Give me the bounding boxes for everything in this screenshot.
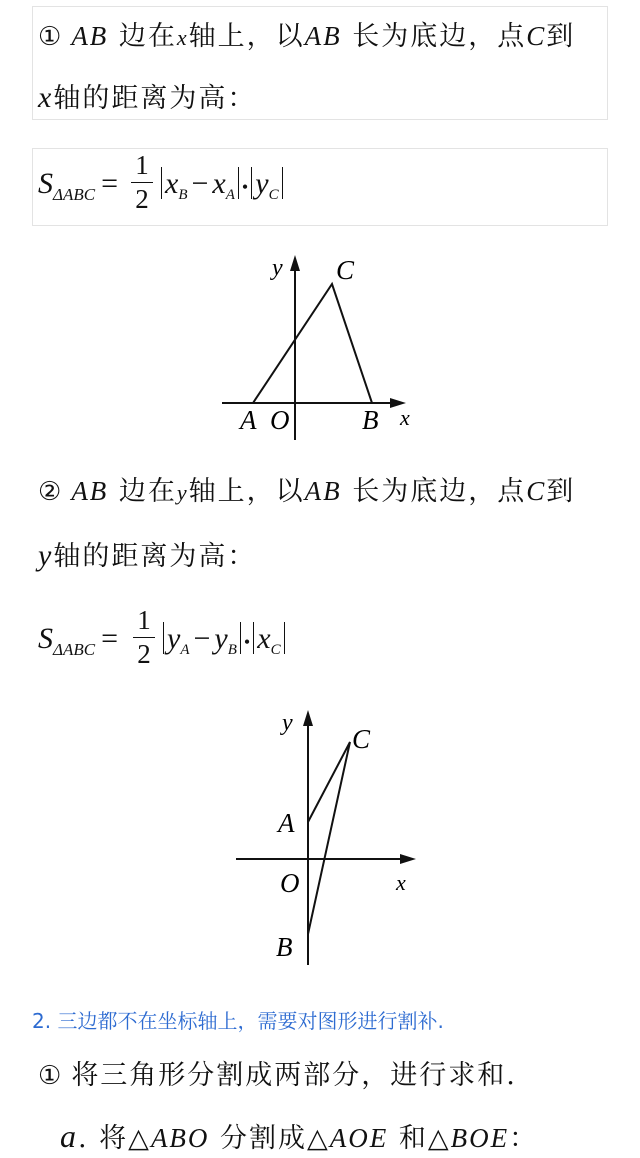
figure2-y-arrow <box>303 710 313 726</box>
method1a-line: a. 将△ABO 分割成△AOE 和△BOE： <box>60 1118 539 1154</box>
method1-number: ① <box>38 1061 64 1091</box>
case1-line1: ① AB 边在x轴上，以AB 长为底边，点C到 <box>38 21 576 52</box>
figure1-label-B: B <box>362 405 379 435</box>
case2-number: ② <box>38 477 64 507</box>
case1-line2: x轴的距离为高： <box>38 81 257 114</box>
formula1-fraction: 1 2 <box>131 148 153 224</box>
section2-heading: 2. 三边都不在坐标轴上，需要对图形进行割补. <box>32 1009 444 1033</box>
figure2-label-A: A <box>278 808 295 838</box>
figure1-label-O: O <box>270 405 290 435</box>
figure1-label-A: A <box>240 405 257 435</box>
figure2-label-x: x <box>396 870 406 895</box>
formula2-fraction: 1 2 <box>133 603 155 679</box>
figure2-label-B: B <box>276 932 293 962</box>
figure2-label-O: O <box>280 868 300 898</box>
formula2-lhs: $S_{\Delta ABC}$ = <box>38 622 119 659</box>
figure2-x-arrow <box>400 854 416 864</box>
formula1-lhs: $S_{\Delta ABC}$ = <box>38 167 119 204</box>
figure1-label-x: x <box>400 405 410 430</box>
figure1-diagram <box>220 245 430 445</box>
figure2-triangle <box>308 742 350 934</box>
figure1-label-C: C <box>336 255 355 285</box>
case1-number: ① <box>38 22 64 52</box>
case2-line2: y轴的距离为高： <box>38 539 257 572</box>
formula1-rhs: $x_B - x_A$ • $y_C$ <box>158 167 286 204</box>
figure2-label-y: y <box>282 710 293 736</box>
figure1-y-arrow <box>290 255 300 271</box>
figure1-label-y: y <box>272 255 283 281</box>
figure2-diagram <box>230 700 430 968</box>
method1-line: ① 将三角形分割成两部分，进行求和. <box>38 1060 517 1091</box>
case2-line1: ② AB 边在y轴上，以AB 长为底边，点C到 <box>38 476 576 507</box>
figure2-label-C: C <box>352 724 371 754</box>
formula2-rhs: $y_A - y_B$ • $x_C$ <box>160 622 288 659</box>
figure1-triangle <box>253 284 372 403</box>
